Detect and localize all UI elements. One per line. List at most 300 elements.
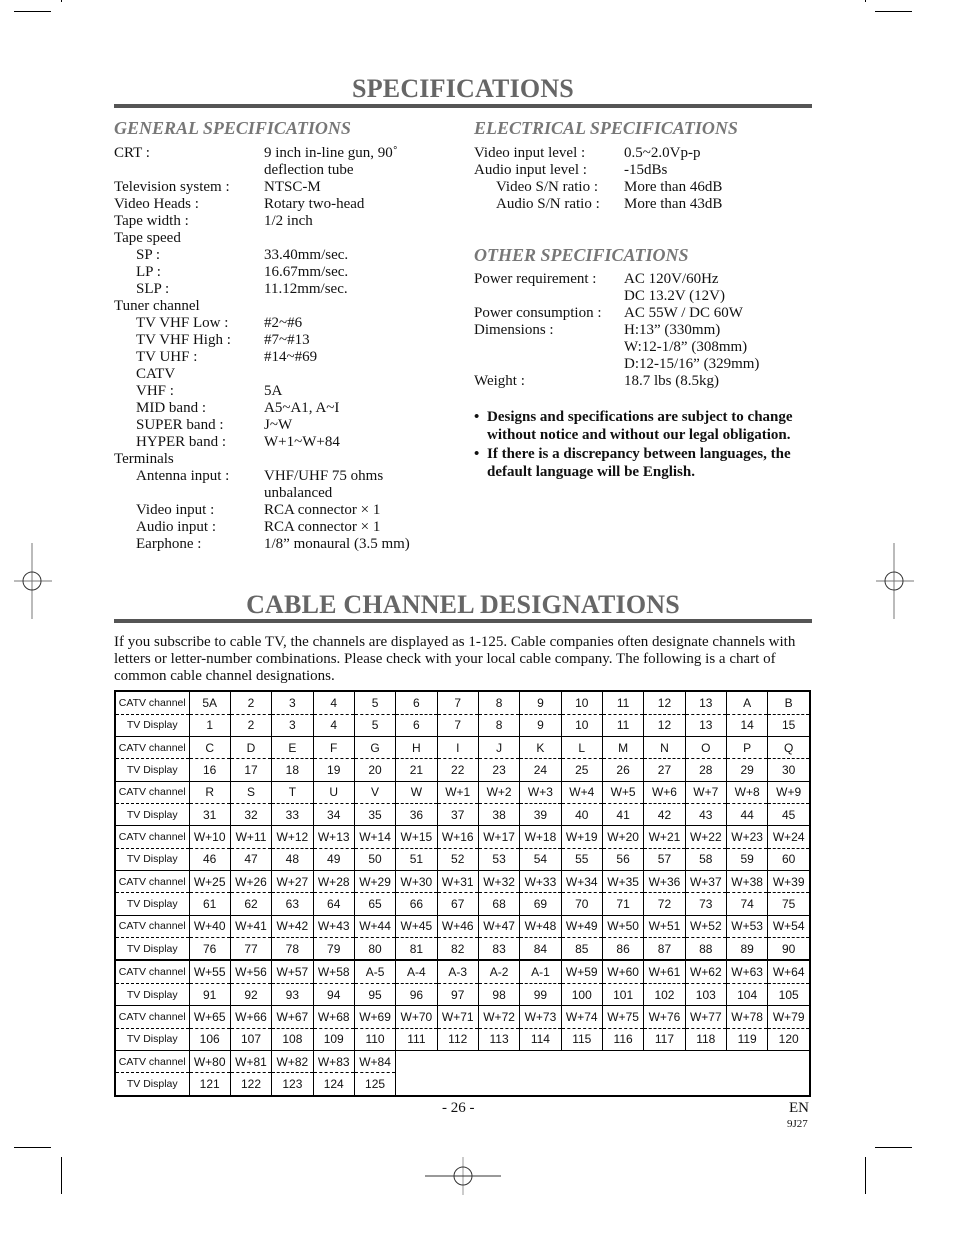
crop-mark-tl-v xyxy=(61,0,62,2)
catv-channel-cell: W+2 xyxy=(478,781,519,803)
spec-row xyxy=(114,332,454,349)
catv-channel-cell: W+80 xyxy=(189,1051,230,1073)
catv-channel-cell: W+27 xyxy=(272,870,313,892)
catv-channel-cell: W+79 xyxy=(768,1006,810,1028)
catv-channel-cell: W+26 xyxy=(230,870,271,892)
tv-display-row xyxy=(115,893,810,915)
catv-channel-label: CATV channel xyxy=(115,826,189,848)
spec-key: Tuner channel xyxy=(114,298,200,314)
tv-display-cell: 35 xyxy=(354,803,395,825)
tv-display-cell: 74 xyxy=(726,893,767,915)
catv-channel-cell: W+48 xyxy=(520,915,561,937)
spec-value: #14~#69 xyxy=(264,349,318,365)
catv-channel-cell: W+64 xyxy=(768,960,810,983)
tv-display-cell: 42 xyxy=(644,803,685,825)
catv-channel-cell: R xyxy=(189,781,230,803)
tv-display-cell: 60 xyxy=(768,848,810,870)
tv-display-cell: 118 xyxy=(685,1028,726,1050)
catv-channel-cell: W+61 xyxy=(644,960,685,983)
note-text: If there is a discrepancy between languages, the default language will be English. xyxy=(487,446,791,480)
tv-display-label: TV Display xyxy=(115,714,189,736)
spec-row xyxy=(114,162,454,179)
catv-channel-cell: W+5 xyxy=(602,781,643,803)
tv-display-cell: 45 xyxy=(768,803,810,825)
catv-channel-cell: W+62 xyxy=(685,960,726,983)
tv-display-cell: 115 xyxy=(561,1028,602,1050)
catv-channel-cell: W+8 xyxy=(726,781,767,803)
spec-value: Rotary two-head xyxy=(264,196,365,212)
catv-channel-cell: A xyxy=(726,691,767,714)
catv-channel-cell: W+25 xyxy=(189,870,230,892)
spec-value: 0.5~2.0Vp-p xyxy=(624,145,701,161)
tv-display-cell: 50 xyxy=(354,848,395,870)
catv-channel-cell: W+77 xyxy=(685,1006,726,1028)
tv-display-label: TV Display xyxy=(115,759,189,781)
other-specs-list xyxy=(474,271,814,390)
catv-channel-cell: W+14 xyxy=(354,826,395,848)
spec-row xyxy=(114,145,454,162)
tv-display-label: TV Display xyxy=(115,893,189,915)
tv-display-cell: 97 xyxy=(437,984,478,1006)
catv-channel-cell: I xyxy=(437,736,478,758)
tv-display-cell: 6 xyxy=(396,714,437,736)
spec-value: 1/8” monaural (3.5 mm) xyxy=(264,536,410,552)
tv-display-cell: 100 xyxy=(561,984,602,1006)
catv-channel-cell: W+53 xyxy=(726,915,767,937)
tv-display-cell: 28 xyxy=(685,759,726,781)
tv-display-cell: 70 xyxy=(561,893,602,915)
tv-display-cell: 103 xyxy=(685,984,726,1006)
spec-value: NTSC-M xyxy=(264,179,321,195)
crop-mark-tr-h xyxy=(875,11,912,12)
spec-row xyxy=(474,179,814,196)
spec-key: Audio S/N ratio : xyxy=(496,196,600,212)
tv-display-cell: 112 xyxy=(437,1028,478,1050)
spec-row xyxy=(114,451,454,468)
catv-channel-cell: W+60 xyxy=(602,960,643,983)
tv-display-cell: 55 xyxy=(561,848,602,870)
spec-key: LP : xyxy=(136,264,161,280)
catv-channel-cell: H xyxy=(396,736,437,758)
catv-channel-cell: W+74 xyxy=(561,1006,602,1028)
spec-key: Weight : xyxy=(474,373,525,389)
spec-key: MID band : xyxy=(136,400,206,416)
tv-display-cell: 54 xyxy=(520,848,561,870)
catv-channel-cell: W+36 xyxy=(644,870,685,892)
tv-display-cell: 106 xyxy=(189,1028,230,1050)
tv-display-cell: 2 xyxy=(230,714,271,736)
spec-value: 5A xyxy=(264,383,283,399)
spec-value: AC 55W / DC 60W xyxy=(624,305,743,321)
tv-display-cell: 91 xyxy=(189,984,230,1006)
tv-display-cell: 101 xyxy=(602,984,643,1006)
spec-key: HYPER band : xyxy=(136,434,226,450)
tv-display-cell: 124 xyxy=(313,1073,354,1096)
tv-display-cell: 36 xyxy=(396,803,437,825)
spec-value: H:13” (330mm) xyxy=(624,322,721,338)
spec-key: SUPER band : xyxy=(136,417,224,433)
catv-channel-cell: W+32 xyxy=(478,870,519,892)
catv-channel-cell: W xyxy=(396,781,437,803)
catv-channel-cell: W+9 xyxy=(768,781,810,803)
catv-channel-cell: 6 xyxy=(396,691,437,714)
tv-display-cell: 86 xyxy=(602,937,643,960)
catv-channel-cell: L xyxy=(561,736,602,758)
registration-mark-left-icon xyxy=(14,543,54,619)
catv-channel-cell: W+51 xyxy=(644,915,685,937)
catv-channel-cell: B xyxy=(768,691,810,714)
catv-channel-cell: W+69 xyxy=(354,1006,395,1028)
tv-display-cell: 18 xyxy=(272,759,313,781)
spec-key: SP : xyxy=(136,247,161,263)
spec-value xyxy=(264,230,454,247)
catv-channel-cell: W+38 xyxy=(726,870,767,892)
catv-channel-cell: P xyxy=(726,736,767,758)
spec-key xyxy=(114,162,264,179)
catv-channel-cell: W+70 xyxy=(396,1006,437,1028)
tv-display-cell: 21 xyxy=(396,759,437,781)
tv-display-row xyxy=(115,803,810,825)
tv-display-cell: 49 xyxy=(313,848,354,870)
catv-channel-cell: W+72 xyxy=(478,1006,519,1028)
catv-channel-cell: W+83 xyxy=(313,1051,354,1073)
spec-row xyxy=(474,162,814,179)
catv-channel-cell: W+3 xyxy=(520,781,561,803)
tv-display-cell: 102 xyxy=(644,984,685,1006)
spec-row xyxy=(114,417,454,434)
catv-channel-cell: W+21 xyxy=(644,826,685,848)
cable-title-rule xyxy=(114,619,812,623)
tv-display-cell: 117 xyxy=(644,1028,685,1050)
tv-display-cell: 19 xyxy=(313,759,354,781)
catv-channel-cell: W+57 xyxy=(272,960,313,983)
tv-display-cell: 8 xyxy=(478,714,519,736)
catv-channel-cell: W+47 xyxy=(478,915,519,937)
tv-display-cell: 52 xyxy=(437,848,478,870)
tv-display-cell: 89 xyxy=(726,937,767,960)
tv-display-cell: 90 xyxy=(768,937,810,960)
catv-channel-cell: W+50 xyxy=(602,915,643,937)
tv-display-cell: 3 xyxy=(272,714,313,736)
catv-channel-row xyxy=(115,826,810,848)
spec-row xyxy=(114,383,454,400)
spec-row xyxy=(114,196,454,213)
spec-key: TV VHF Low : xyxy=(136,315,229,331)
tv-display-cell: 113 xyxy=(478,1028,519,1050)
tv-display-cell: 40 xyxy=(561,803,602,825)
spec-value: W:12-1/8” (308mm) xyxy=(624,339,748,355)
tv-display-label: TV Display xyxy=(115,984,189,1006)
tv-display-cell: 51 xyxy=(396,848,437,870)
spec-value: A5~A1, A~I xyxy=(264,400,340,416)
tv-display-cell: 99 xyxy=(520,984,561,1006)
catv-channel-cell: 5A xyxy=(189,691,230,714)
catv-channel-cell: U xyxy=(313,781,354,803)
catv-channel-cell: W+10 xyxy=(189,826,230,848)
spec-key: Video Heads : xyxy=(114,196,199,212)
catv-channel-cell: W+65 xyxy=(189,1006,230,1028)
spec-value: More than 43dB xyxy=(624,196,723,212)
tv-display-cell: 16 xyxy=(189,759,230,781)
tv-display-cell: 82 xyxy=(437,937,478,960)
tv-display-cell: 13 xyxy=(685,714,726,736)
tv-display-cell: 81 xyxy=(396,937,437,960)
tv-display-cell: 71 xyxy=(602,893,643,915)
tv-display-cell: 105 xyxy=(768,984,810,1006)
spec-key: Video input : xyxy=(136,502,215,518)
spec-row xyxy=(474,145,814,162)
tv-display-cell: 98 xyxy=(478,984,519,1006)
spec-value: unbalanced xyxy=(264,485,333,501)
spec-value xyxy=(264,366,454,383)
cable-intro-text: If you subscribe to cable TV, the channels are displayed as 1-125. Cable companies often designate channels with letters or letter-number combinations. Please check with your local cable company. The following is a chart of common cable channel designations. xyxy=(114,634,796,684)
crop-mark-tl-h xyxy=(14,11,51,12)
tv-display-cell: 95 xyxy=(354,984,395,1006)
spec-value: 11.12mm/sec. xyxy=(264,281,348,297)
catv-channel-cell: T xyxy=(272,781,313,803)
general-specs-heading: GENERAL SPECIFICATIONS xyxy=(114,118,351,138)
spec-key: CRT : xyxy=(114,145,150,161)
tv-display-cell: 85 xyxy=(561,937,602,960)
spec-key xyxy=(114,485,264,502)
catv-channel-cell: W+84 xyxy=(354,1051,395,1073)
spec-key: TV UHF : xyxy=(136,349,198,365)
catv-channel-cell: W+29 xyxy=(354,870,395,892)
tv-display-cell: 30 xyxy=(768,759,810,781)
catv-channel-cell: W+54 xyxy=(768,915,810,937)
spec-key: Audio input level : xyxy=(474,162,587,178)
catv-channel-cell: A-3 xyxy=(437,960,478,983)
spec-key: Tape speed xyxy=(114,230,181,246)
catv-channel-row xyxy=(115,736,810,758)
spec-row xyxy=(114,247,454,264)
cable-channel-table xyxy=(114,690,811,1097)
spec-row xyxy=(114,434,454,451)
spec-row xyxy=(114,213,454,230)
crop-mark-br-v xyxy=(865,1157,866,1194)
spec-row xyxy=(114,519,454,536)
page-number: - 26 - xyxy=(442,1100,475,1116)
crop-mark-br-h xyxy=(875,1147,912,1148)
spec-value: J~W xyxy=(264,417,293,433)
catv-channel-cell: W+58 xyxy=(313,960,354,983)
spec-value xyxy=(264,298,454,315)
spec-value: RCA connector × 1 xyxy=(264,519,381,535)
spec-value: 18.7 lbs (8.5kg) xyxy=(624,373,719,389)
catv-channel-cell: W+71 xyxy=(437,1006,478,1028)
tv-display-cell: 38 xyxy=(478,803,519,825)
tv-display-cell: 10 xyxy=(561,714,602,736)
catv-channel-cell: W+76 xyxy=(644,1006,685,1028)
tv-display-cell: 24 xyxy=(520,759,561,781)
tv-display-cell: 93 xyxy=(272,984,313,1006)
tv-display-cell: 46 xyxy=(189,848,230,870)
catv-channel-cell: 3 xyxy=(272,691,313,714)
tv-display-cell: 61 xyxy=(189,893,230,915)
catv-channel-cell: 13 xyxy=(685,691,726,714)
spec-key: Earphone : xyxy=(136,536,202,552)
spec-value: VHF/UHF 75 ohms xyxy=(264,468,384,484)
empty-cell xyxy=(396,1051,810,1097)
catv-channel-cell: A-1 xyxy=(520,960,561,983)
catv-channel-cell: W+31 xyxy=(437,870,478,892)
tv-display-cell: 14 xyxy=(726,714,767,736)
catv-channel-cell: W+20 xyxy=(602,826,643,848)
catv-channel-cell: W+43 xyxy=(313,915,354,937)
spec-key: Terminals xyxy=(114,451,174,467)
spec-key: TV VHF High : xyxy=(136,332,231,348)
catv-channel-cell: W+40 xyxy=(189,915,230,937)
catv-channel-cell: W+68 xyxy=(313,1006,354,1028)
tv-display-cell: 63 xyxy=(272,893,313,915)
spec-value: #2~#6 xyxy=(264,315,303,331)
tv-display-row xyxy=(115,759,810,781)
catv-channel-cell: W+30 xyxy=(396,870,437,892)
tv-display-cell: 62 xyxy=(230,893,271,915)
tv-display-cell: 17 xyxy=(230,759,271,781)
tv-display-cell: 12 xyxy=(644,714,685,736)
tv-display-cell: 120 xyxy=(768,1028,810,1050)
spec-row xyxy=(114,179,454,196)
tv-display-label: TV Display xyxy=(115,848,189,870)
spec-value: deflection tube xyxy=(264,162,354,178)
catv-channel-cell: G xyxy=(354,736,395,758)
catv-channel-row xyxy=(115,1006,810,1028)
catv-channel-cell: W+35 xyxy=(602,870,643,892)
catv-channel-cell: W+63 xyxy=(726,960,767,983)
tv-display-cell: 80 xyxy=(354,937,395,960)
catv-channel-cell: W+45 xyxy=(396,915,437,937)
spec-row xyxy=(114,281,454,298)
spec-key: Television system : xyxy=(114,179,230,195)
spec-value: 33.40mm/sec. xyxy=(264,247,349,263)
tv-display-cell: 76 xyxy=(189,937,230,960)
catv-channel-cell: Q xyxy=(768,736,810,758)
catv-channel-cell: J xyxy=(478,736,519,758)
tv-display-cell: 125 xyxy=(354,1073,395,1096)
spec-key: Audio input : xyxy=(136,519,217,535)
note-item xyxy=(474,445,814,481)
spec-row xyxy=(474,305,814,322)
crop-mark-tr-v xyxy=(865,0,866,2)
spec-key: CATV xyxy=(136,366,176,382)
catv-channel-label: CATV channel xyxy=(115,1006,189,1028)
spec-key xyxy=(474,356,624,373)
tv-display-cell: 56 xyxy=(602,848,643,870)
tv-display-cell: 111 xyxy=(396,1028,437,1050)
tv-display-row xyxy=(115,937,810,960)
spec-value: 1/2 inch xyxy=(264,213,313,229)
tv-display-cell: 77 xyxy=(230,937,271,960)
catv-channel-cell: W+23 xyxy=(726,826,767,848)
catv-channel-cell: W+24 xyxy=(768,826,810,848)
tv-display-cell: 57 xyxy=(644,848,685,870)
spec-key: Tape width : xyxy=(114,213,189,229)
spec-key: Power requirement : xyxy=(474,271,597,287)
tv-display-cell: 29 xyxy=(726,759,767,781)
tv-display-cell: 84 xyxy=(520,937,561,960)
catv-channel-cell: S xyxy=(230,781,271,803)
spec-value: 9 inch in-line gun, 90˚ xyxy=(264,145,398,161)
spec-value: DC 13.2V (12V) xyxy=(624,288,725,304)
catv-channel-cell: W+11 xyxy=(230,826,271,848)
spec-row xyxy=(474,288,814,305)
page-title: SPECIFICATIONS xyxy=(352,74,574,103)
catv-channel-label: CATV channel xyxy=(115,691,189,714)
catv-channel-row xyxy=(115,915,810,937)
catv-channel-cell: W+17 xyxy=(478,826,519,848)
spec-key xyxy=(474,339,624,356)
tv-display-row xyxy=(115,984,810,1006)
spec-key: Antenna input : xyxy=(136,468,230,484)
tv-display-cell: 109 xyxy=(313,1028,354,1050)
tv-display-cell: 25 xyxy=(561,759,602,781)
tv-display-cell: 104 xyxy=(726,984,767,1006)
tv-display-cell: 1 xyxy=(189,714,230,736)
catv-channel-cell: W+49 xyxy=(561,915,602,937)
spec-value: AC 120V/60Hz xyxy=(624,271,719,287)
tv-display-row xyxy=(115,848,810,870)
catv-channel-label: CATV channel xyxy=(115,1051,189,1073)
tv-display-cell: 108 xyxy=(272,1028,313,1050)
tv-display-cell: 41 xyxy=(602,803,643,825)
catv-channel-cell: W+13 xyxy=(313,826,354,848)
tv-display-cell: 34 xyxy=(313,803,354,825)
catv-channel-cell: 4 xyxy=(313,691,354,714)
spec-row xyxy=(114,536,454,553)
spec-row xyxy=(474,339,814,356)
spec-value: -15dBs xyxy=(624,162,668,178)
catv-channel-cell: 2 xyxy=(230,691,271,714)
model-code: 9J27 xyxy=(787,1118,808,1130)
tv-display-cell: 20 xyxy=(354,759,395,781)
catv-channel-cell: W+12 xyxy=(272,826,313,848)
tv-display-label: TV Display xyxy=(115,803,189,825)
spec-value: D:12-15/16” (329mm) xyxy=(624,356,760,372)
catv-channel-cell: O xyxy=(685,736,726,758)
catv-channel-cell: W+41 xyxy=(230,915,271,937)
tv-display-cell: 121 xyxy=(189,1073,230,1096)
catv-channel-cell: W+81 xyxy=(230,1051,271,1073)
spec-row xyxy=(114,264,454,281)
catv-channel-cell: A-4 xyxy=(396,960,437,983)
catv-channel-cell: F xyxy=(313,736,354,758)
tv-display-cell: 65 xyxy=(354,893,395,915)
tv-display-cell: 79 xyxy=(313,937,354,960)
tv-display-cell: 122 xyxy=(230,1073,271,1096)
catv-channel-cell: W+7 xyxy=(685,781,726,803)
notes-list xyxy=(474,408,814,482)
spec-row xyxy=(114,349,454,366)
catv-channel-row xyxy=(115,960,810,983)
catv-channel-cell: W+6 xyxy=(644,781,685,803)
catv-channel-cell: 12 xyxy=(644,691,685,714)
catv-channel-row xyxy=(115,691,810,714)
catv-channel-label: CATV channel xyxy=(115,736,189,758)
tv-display-cell: 92 xyxy=(230,984,271,1006)
tv-display-cell: 69 xyxy=(520,893,561,915)
tv-display-cell: 72 xyxy=(644,893,685,915)
spec-row xyxy=(114,315,454,332)
electrical-specs-list xyxy=(474,145,814,213)
catv-channel-cell: A-2 xyxy=(478,960,519,983)
catv-channel-cell: 10 xyxy=(561,691,602,714)
catv-channel-cell: 5 xyxy=(354,691,395,714)
catv-channel-cell: W+42 xyxy=(272,915,313,937)
catv-channel-cell: W+33 xyxy=(520,870,561,892)
catv-channel-cell: W+19 xyxy=(561,826,602,848)
general-specs-list xyxy=(114,145,454,553)
